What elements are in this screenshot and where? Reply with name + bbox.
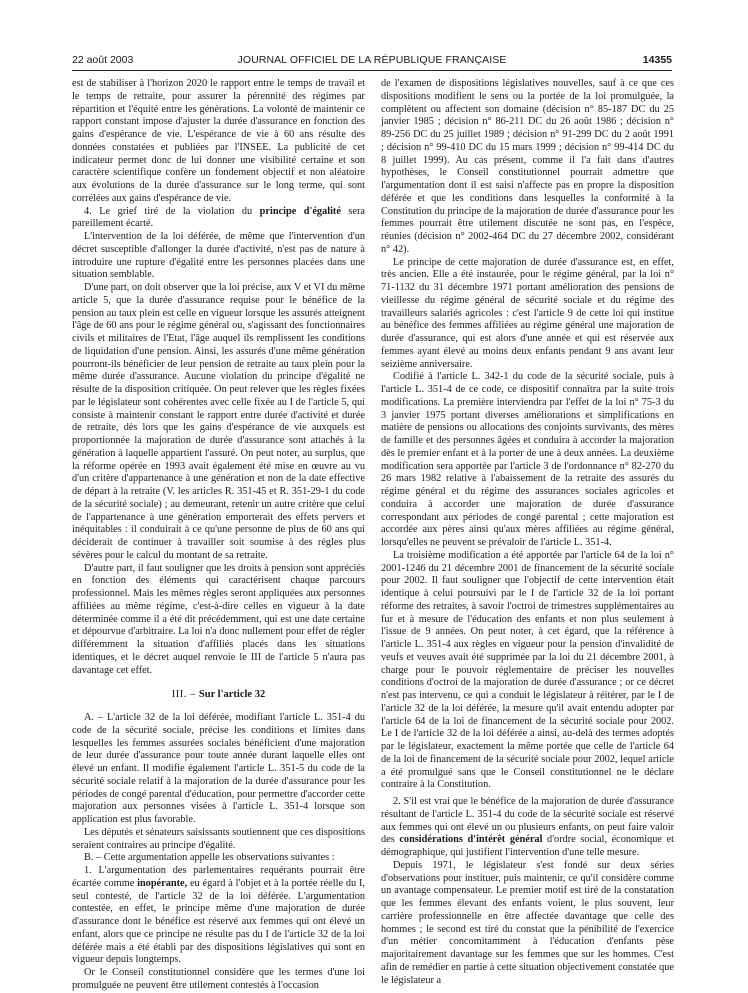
left-column — [72, 78, 365, 991]
section-heading: III. – Sur l'article 32 — [171, 689, 266, 701]
right-column — [381, 78, 674, 986]
paragraph: Codifié à l'article L. 342-1 du code de la sécurité sociale, puis à l'article L. 351-4 de ce code, ce dispositif connaîtra par la suite trois modifications. La première interviendra par l'effet de la loi n° 75-3 du 3 janvier 1975 portant diverses améliorations et simplifications en matière de pensions ou allocations des conjoints survivants, des mères de famille et des personnes âgées et conduira à accorder la majoration dès le premier enfant et à la porter de une à deux années. La deuxième modification sera apportée par l'article 3 de l'ordonnance n° 82-270 du 26 mars 1982 relative à l'abaissement de la retraite des assurés du régime général et du régime des assurances sociales agricoles et conduira à accorder une majoration de durée d'assurance correspondant aux périodes de congé parental ; cette majoration est accordée aux pères ainsi qu'aux mères affiliées au régime général, lorsqu'elles ne peuvent se prévaloir de l'article L. 351-4. — [381, 371, 674, 548]
paragraph: D'une part, on doit observer que la loi précise, aux V et VI du même article 5, que la durée d'assurance requise pour le bénéfice de la pension au taux plein est celle en vigueur lorsque les assurés atteignent l'âge de 60 ans pour le régime général ou, s'agissant des fonctionnaires civils et militaires de l'Etat, l'âge auquel ils remplissent les conditions de liquidation d'une pension. Ainsi, les assurés d'une même génération pourront-ils bénéficier de leur pension de retraite au taux plein pour la même durée d'assurance. Aucune violation du principe d'égalité ne résulte de la disposition critiquée. On peut relever que les règles fixées par le législateur sont cohérentes avec celle fixée au I de l'article 5, qui consiste à maintenir constant le rapport entre durée d'activité et durée de retraite, dès lors que les gains d'espérance de vie auxquels est proportionnée la majoration de durée d'assurance sont attachés à la génération à laquelle appartient l'assuré. On peut noter, au surplus, que la réforme opérée en 1993 avait également été mise en œuvre au vu d'un critère d'appartenance à une génération et non de la date effective de départ à la retraite (V. les articles R. 351-45 et R. 351-29-1 du code de la sécurité sociale) ; au demeurant, retenir un autre critère que celui de l'appartenance à une génération emporterait des effets pervers et inéquitables : il conduirait à ce qu'une personne de plus de 60 ans qui déciderait de continuer à travailler soit soumise à des règles plus sévères pour le calcul du montant de sa retraite. — [72, 282, 365, 561]
paragraph: est de stabiliser à l'horizon 2020 le rapport entre le temps de travail et le temps de retraite, pour assurer la pérennité des régimes par répartition et l'équité entre les générations. La volonté de maintenir ce rapport constant impose d'ajuster la durée d'assurance en fonction des gains d'espérance de vie. L'espérance de vie à 60 ans résulte des données constatées et publiées par l'INSEE. La publicité de cet indicateur permet donc de lui donner une visibilité certaine et son caractère scientifique confère un fondement objectif et non aléatoire aux évolutions de la durée d'assurance sur le long terme, qui sont corrélées aux gains d'espérance de vie. — [72, 78, 365, 204]
paragraph: La troisième modification a été apportée par l'article 64 de la loi n° 2001-1246 du 21 décembre 2001 de financement de la sécurité sociale pour 2002. Il faut souligner que l'objectif de cette intervention était identique à celui poursuivi par le I de l'article 32 de la loi portant réforme des retraites, à savoir l'octroi de trimestres supplémentaires au fur et à mesure de l'éducation des enfants et non plus seulement à l'issue de 9 années. On peut noter, à cet égard, que la référence à l'article L. 351-4 aux règles en vigueur pour la pension d'invalidité de veufs et veuves avait été supprimée par la loi du 21 décembre 2001, à charge pour le pouvoir réglementaire de préciser les nouvelles conditions d'octroi de la majoration de durée d'assurance ; or ce décret n'est pas intervenu, ce qui a conduit le législateur à réitérer, par le I de l'article 32 de la loi déférée, la mesure qu'il avait entendu adopter par l'article 64 de la loi de financement de la sécurité sociale pour 2002. Le I de l'article 32 de la loi déférée a ainsi, au-delà des termes adoptés par le législateur, exactement la même portée que celle de l'article 64 de la loi de financement de la sécurité sociale pour 2002, lequel article a été promulgué sans que le Conseil constitutionnel ne le déclare contraire à la Constitution. — [381, 549, 674, 791]
paragraph: D'autre part, il faut souligner que les droits à pension sont appréciés en fonction des éléments qui caractérisent chaque parcours professionnel. Mais les mêmes règles seront appliquées aux personnes affiliées au même régime, c'est-à-dire celles en vigueur à la date déterminée comme il a été dit précédemment, qui est une date certaine et dépourvue d'arbitraire. La loi n'a donc nullement pour effet de régler différemment la situation d'affiliés placés dans les situations identiques, et le décret auquel renvoie le III de l'article 5 n'aura pas davantage cet effet. — [72, 562, 365, 676]
emphasis-text: inopérante, — [137, 877, 188, 889]
journal-title: JOURNAL OFFICIEL DE LA RÉPUBLIQUE FRANÇAISE — [237, 54, 507, 66]
paragraph-interet-general: 2. S'il est vrai que le bénéfice de la majoration de durée d'assurance résultant de l'article L. 351-4 du code de la sécurité sociale est réservé aux femmes qui ont élevé un ou plusieurs enfants, on peut faire valoir des considérations d'intérêt général d'ordre social, économique et démographique, qui justifient l'intervention d'une telle mesure. — [381, 796, 674, 858]
page-header — [72, 54, 672, 68]
emphasis-text: principe d'égalité — [259, 205, 341, 217]
header-rule — [72, 70, 672, 71]
paragraph-inoperante: 1. L'argumentation des parlementaires requérants pourrait être écartée comme inopérante, eu égard à l'objet et à la portée réelle du I, seul contesté, de l'article 32 de la loi déférée. L'argumentation contestée, en effet, le principe même d'une majoration de durée d'assurance dont le bénéfice est réservé aux femmes qui ont élevé un enfant, alors que ce principe ne résulte pas du I de l'article 32 de la loi déférée mais a été établi par des dispositions législatives qui sont en vigueur depuis longtemps. — [72, 865, 365, 966]
paragraph: A. – L'article 32 de la loi déférée, modifiant l'article L. 351-4 du code de la sécurité sociale, précise les conditions et limites dans lesquelles les femmes assurées sociales bénéficient d'une majoration de leur durée d'assurance pour toute année durant laquelle elles ont élevé un enfant. Il modifie également l'article L. 351-5 du code de la sécurité sociale relatif à la majoration de la durée d'assurance pour les périodes de congé parental d'éducation, pour permettre d'accorder cette majoration aux personnes visées à l'article L. 351-4 lorsque son application est plus favorable. — [72, 712, 365, 825]
paragraph: B. – Cette argumentation appelle les observations suivantes : — [84, 852, 335, 864]
paragraph-equality-grief: 4. Le grief tiré de la violation du principe d'égalité sera pareillement écarté. — [72, 205, 365, 230]
paragraph: Depuis 1971, le législateur s'est fondé sur deux séries d'observations pour instituer, puis maintenir, ce qu'il considère comme un avantage compensateur. Le premier motif est tiré de la constatation que les femmes élevant des enfants voient, le plus souvent, leur carrière professionnelle en être affectée davantage que celle des hommes ; le second est tiré du constat que la pénibilité de l'exercice d'un métier concomitamment à l'éducation d'enfants pèse majoritairement davantage sur les femmes que sur les hommes. C'est afin de remédier en partie à cette situation objectivement constatée que le législateur a — [381, 859, 674, 986]
paragraph: Le principe de cette majoration de durée d'assurance est, en effet, très ancien. Elle a été instaurée, pour le régime général, par la loi n° 71-1132 du 31 décembre 1971 portant amélioration des pensions de vieillesse du régime général de sécurité sociale et du régime des travailleurs salariés agricoles : c'est l'article 9 de cette loi qui institue au bénéfice des femmes affiliées au régime général une majoration de durée d'assurance, qui est alors d'une année et qui est réservée aux femmes ayant élevé au moins deux enfants pendant 9 ans avant leur seizième anniversaire. — [381, 256, 674, 370]
paragraph: de l'examen de dispositions législatives nouvelles, sauf à ce que ces dispositions modifient le sens ou la portée de la loi promulguée, la complètent ou affectent son domaine (décision n° 85-187 DC du 25 janvier 1985 ; décision n° 86-211 DC du 26 août 1986 ; décision n° 89-256 DC du 25 juillet 1989 ; décision n° 91-299 DC du 2 août 1991 ; décision n° 99-410 DC du 15 mars 1999 ; décision n° 99-414 DC du 8 juillet 1999). Au cas présent, comme il l'a fait dans d'autres hypothèses, le Conseil constitutionnel pourrait admettre que l'argumentation dont il est saisi n'affecte pas en propre la disposition déférée et que les conditions dans lesquelles la conformité à la Constitution du principe de la majoration de durée d'assurance pour les femmes pourrait être utilement discutée ne sont pas, en l'espèce, réunies (décision n° 2002-464 DC du 27 décembre 2002, considérant n° 42). — [381, 78, 674, 255]
emphasis-text: considérations d'intérêt général — [399, 834, 543, 846]
issue-date: 22 août 2003 — [72, 54, 134, 66]
page-number: 14355 — [642, 54, 672, 66]
paragraph: L'intervention de la loi déférée, de même que l'intervention d'un décret susceptible d'allonger la durée d'activité, n'est pas de nature à introduire une rupture d'égalité entre les personnes placées dans une situation semblable. — [72, 231, 365, 281]
section-title: Sur l'article 32 — [198, 689, 266, 701]
paragraph: Les députés et sénateurs saisissants soutiennent que ces dispositions seraient contraires au principe d'égalité. — [72, 826, 365, 851]
paragraph: Or le Conseil constitutionnel considère que les termes d'une loi promulguée ne peuvent être utilement contestés à l'occasion — [72, 967, 365, 991]
